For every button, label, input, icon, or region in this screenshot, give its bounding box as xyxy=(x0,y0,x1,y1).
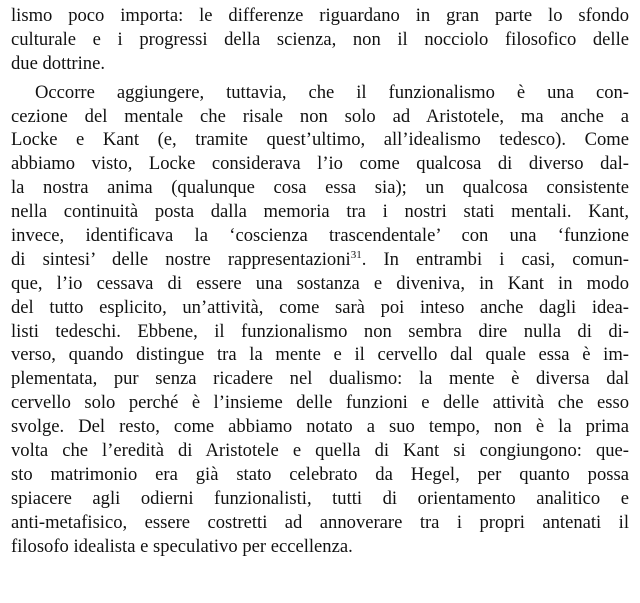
text-line xyxy=(11,52,629,76)
text-line xyxy=(11,28,629,52)
line-text: abbiamo visto, Locke considerava l’io come qualcosa di diverso dal- xyxy=(11,153,629,175)
line-text: di sintesi’ delle nostre rappresentazioni xyxy=(11,248,351,270)
text-line xyxy=(11,439,629,463)
line-text: cezione del mentale che risale non solo ad Aristotele, ma anche a xyxy=(11,105,629,127)
line-text: nella continuità posta dalla memoria tra i nostri stati mentali. Kant, xyxy=(11,201,629,223)
text-line xyxy=(11,4,629,28)
line-text: spiacere agli odierni funzionalisti, tutti di orientamento analitico e xyxy=(11,487,629,509)
line-text: invece, identificava la ‘coscienza trascendentale’ con una ‘funzione xyxy=(11,225,629,247)
text-line xyxy=(11,81,629,105)
line-text: Locke e Kant (e, tramite quest’ultimo, all’idealismo tedesco). Come xyxy=(11,129,629,151)
line-text: Occorre aggiungere, tuttavia, che il funzionalismo è una con- xyxy=(35,81,629,103)
line-text-continued: . In entrambi i casi, comun- xyxy=(361,248,629,270)
text-line xyxy=(11,511,629,535)
text-line xyxy=(11,391,629,415)
line-text: plementata, pur senza ricadere nel dualismo: la mente è diversa dal xyxy=(11,368,629,390)
text-line xyxy=(11,272,629,296)
paragraph-2 xyxy=(11,81,629,559)
text-line xyxy=(11,128,629,152)
line-text: que, l’io cessava di essere una sostanza e diveniva, in Kant in modo xyxy=(11,272,629,294)
footnote-marker[interactable]: 31 xyxy=(350,248,362,261)
line-text: del tutto esplicito, un’attività, come sarà poi inteso anche dagli idea- xyxy=(11,296,629,318)
line-text: la nostra anima (qualunque cosa essa sia); un qualcosa consistente xyxy=(11,177,629,199)
text-line xyxy=(11,296,629,320)
text-line xyxy=(11,463,629,487)
text-line xyxy=(11,224,629,248)
text-line xyxy=(11,200,629,224)
line-text: verso, quando distingue tra la mente e il cervello dal quale essa è im- xyxy=(11,344,629,366)
line-text: volta che l’eredità di Aristotele e quella di Kant si congiungono: que- xyxy=(11,440,629,462)
paragraph-1 xyxy=(11,4,629,76)
line-text: sto matrimonio era già stato celebrato da Hegel, per quanto possa xyxy=(11,463,629,485)
text-line xyxy=(11,105,629,129)
line-text: culturale e i progressi della scienza, non il nocciolo filosofico delle xyxy=(11,28,629,50)
document-page xyxy=(11,4,629,558)
text-line xyxy=(11,415,629,439)
line-text: lismo poco importa: le differenze riguardano in gran parte lo sfondo xyxy=(11,5,629,26)
line-text: anti-metafisico, essere costretti ad annoverare tra i propri antenati il xyxy=(11,511,629,533)
text-line xyxy=(11,367,629,391)
text-line xyxy=(11,152,629,176)
line-text: cervello solo perché è l’insieme delle funzioni e delle attività che esso xyxy=(11,392,629,414)
line-text: due dottrine. xyxy=(11,52,105,74)
line-text: filosofo idealista e speculativo per eccellenza. xyxy=(11,535,353,557)
line-text: svolge. Del resto, come abbiamo notato a suo tempo, non è la prima xyxy=(11,416,629,438)
text-line xyxy=(11,343,629,367)
text-line xyxy=(11,535,629,559)
text-line xyxy=(11,320,629,344)
text-line xyxy=(11,487,629,511)
line-text: listi tedeschi. Ebbene, il funzionalismo non sembra dire nulla di di- xyxy=(11,320,629,342)
text-line xyxy=(11,248,629,272)
text-line xyxy=(11,176,629,200)
